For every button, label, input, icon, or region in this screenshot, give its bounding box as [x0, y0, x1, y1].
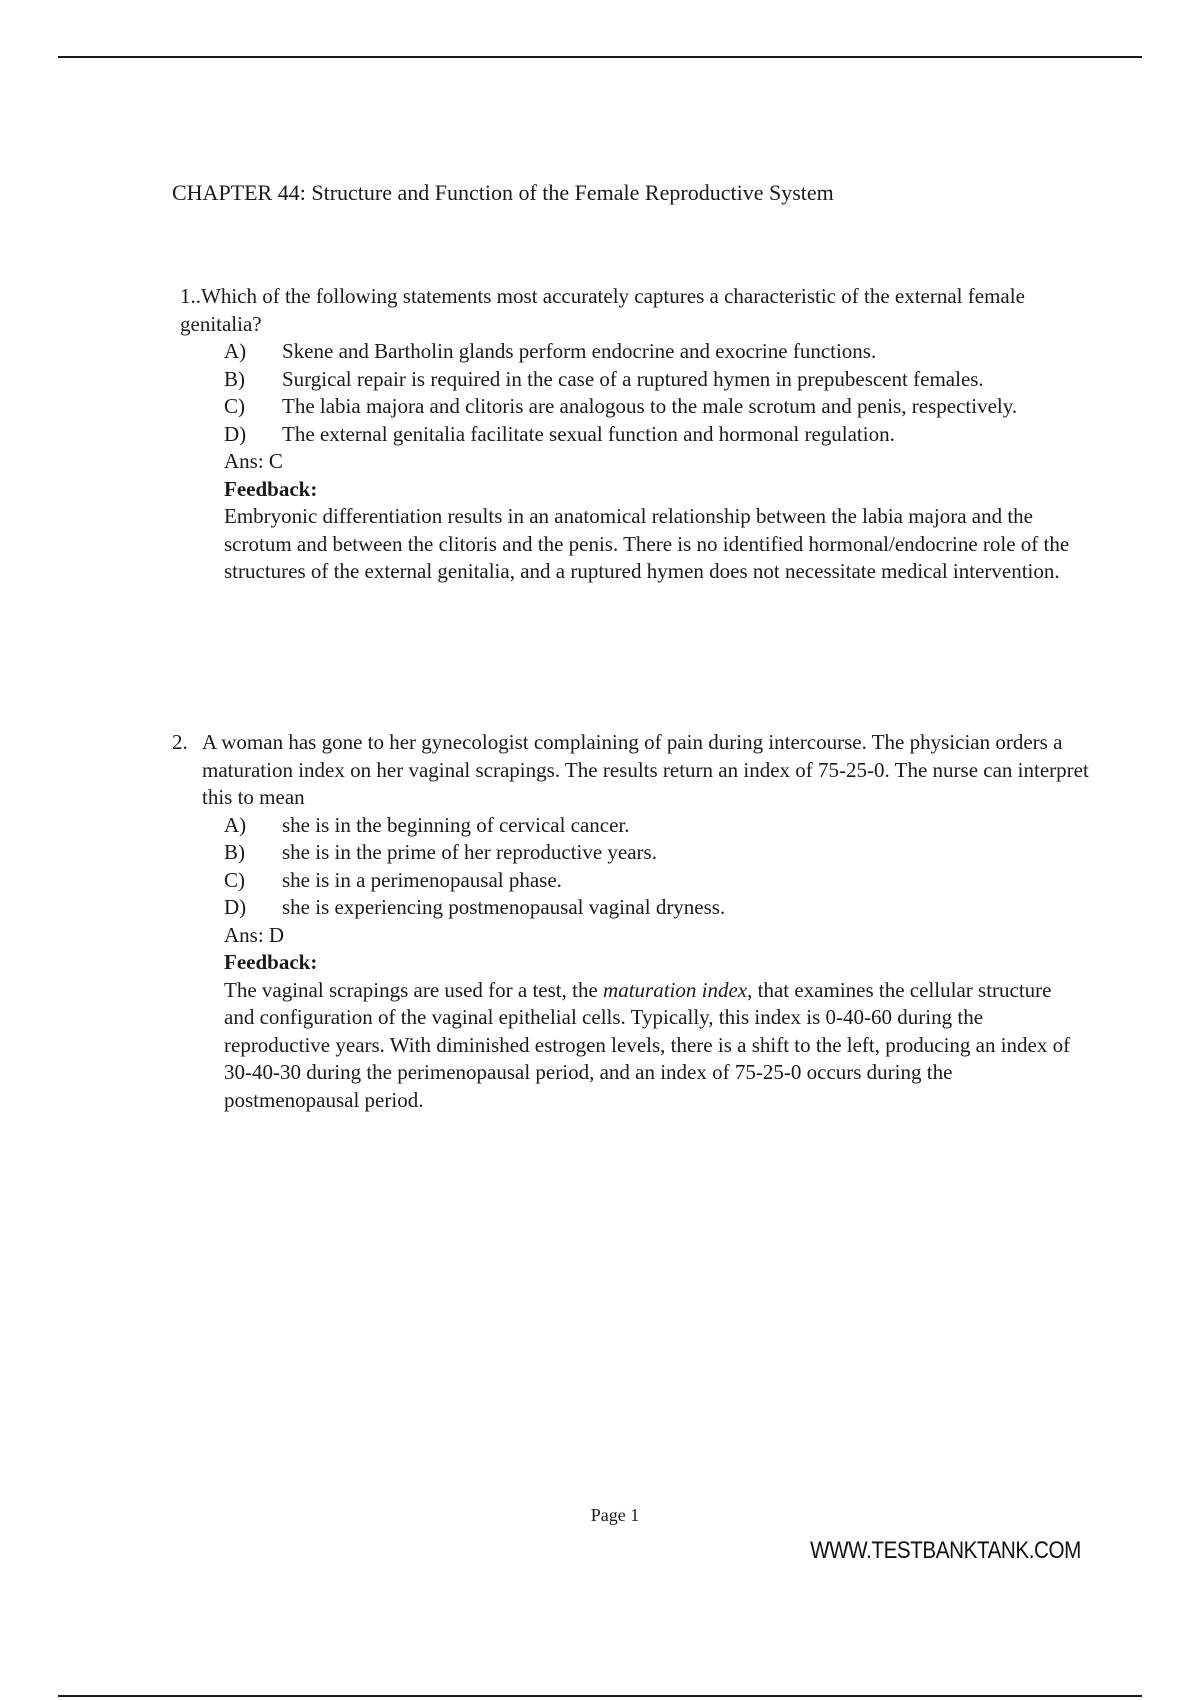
- option-letter: B): [224, 366, 245, 391]
- option-letter: A): [224, 339, 247, 363]
- answer-options: [224, 812, 1092, 922]
- option-letter: D): [224, 895, 247, 919]
- answer-key: Ans: D: [224, 922, 285, 947]
- question-number: 1..: [180, 284, 201, 308]
- option-d: [224, 421, 1080, 449]
- question-number: 2.: [172, 730, 188, 754]
- option-letter: A): [224, 812, 247, 837]
- answer-key: Ans: C: [224, 449, 283, 473]
- option-text: The external genitalia facilitate sexual function and hormonal regulation.: [282, 421, 895, 446]
- option-a: [224, 338, 1080, 366]
- option-c: [224, 867, 1092, 895]
- option-text: she is in the beginning of cervical cancer.: [282, 812, 630, 837]
- chapter-title: CHAPTER 44: Structure and Function of the Female Reproductive System: [172, 180, 834, 205]
- feedback-label: Feedback:: [224, 476, 318, 501]
- option-letter: C): [224, 867, 245, 892]
- option-text: she is experiencing postmenopausal vaginal dryness.: [282, 895, 726, 919]
- feedback-label: Feedback:: [224, 950, 318, 974]
- question-2: [172, 729, 1092, 1114]
- question-stem-text: A woman has gone to her gynecologist complaining of pain during intercourse. The physician orders a maturation index on her vaginal scrapings. The results return an index of 75-25-0. The nurse can interpret this to mean: [202, 730, 1089, 809]
- question-stem: [172, 729, 1092, 812]
- watermark: WWW.TESTBANKTANK.COM: [810, 1537, 1081, 1564]
- option-text: Skene and Bartholin glands perform endocrine and exocrine functions.: [282, 339, 877, 363]
- page-number: Page 1: [590, 1505, 640, 1525]
- bottom-rule: [58, 1695, 1142, 1697]
- feedback-text-end: , that examines the cellular structure and configuration of the vaginal epithelial cells. Typically, this index is 0-40-60 during the reproductive years. With diminished estrogen levels, there is a shift to the left, producing an index of 30-40-30 during the perimenopausal period, and an index of 75-25-0 occurs during the postmenopausal period.: [224, 977, 1071, 1112]
- option-text: The labia majora and clitoris are analogous to the male scrotum and penis, respectively.: [282, 394, 1018, 418]
- question-stem-text: Which of the following statements most accurately captures a characteristic of the external female genitalia?: [180, 284, 1025, 336]
- option-text: she is in a perimenopausal phase.: [282, 867, 562, 892]
- option-d: [224, 894, 1092, 922]
- answer-options: [224, 338, 1080, 448]
- top-rule: [58, 56, 1142, 58]
- option-letter: D): [224, 421, 247, 446]
- option-a: [224, 812, 1092, 840]
- question-stem: [180, 283, 1080, 338]
- question-1: [180, 283, 1080, 586]
- option-b: [224, 839, 1092, 867]
- feedback-text: Embryonic differentiation results in an anatomical relationship between the labia majora and the scrotum and between the clitoris and the penis. There is no identified hormonal/endocrine role of the structures of the external genitalia, and a ruptured hymen does not necessitate medical intervention.: [224, 504, 1070, 583]
- option-text: she is in the prime of her reproductive years.: [282, 840, 657, 864]
- option-b: [224, 366, 1080, 394]
- option-letter: C): [224, 394, 245, 418]
- option-text: Surgical repair is required in the case of a ruptured hymen in prepubescent females.: [282, 366, 984, 391]
- option-c: [224, 393, 1080, 421]
- option-letter: B): [224, 840, 245, 864]
- feedback-text-start: The vaginal scrapings are used for a test, the: [224, 977, 604, 1002]
- feedback-text: [224, 977, 1084, 1115]
- feedback-term-maturation-index: maturation index: [603, 977, 748, 1002]
